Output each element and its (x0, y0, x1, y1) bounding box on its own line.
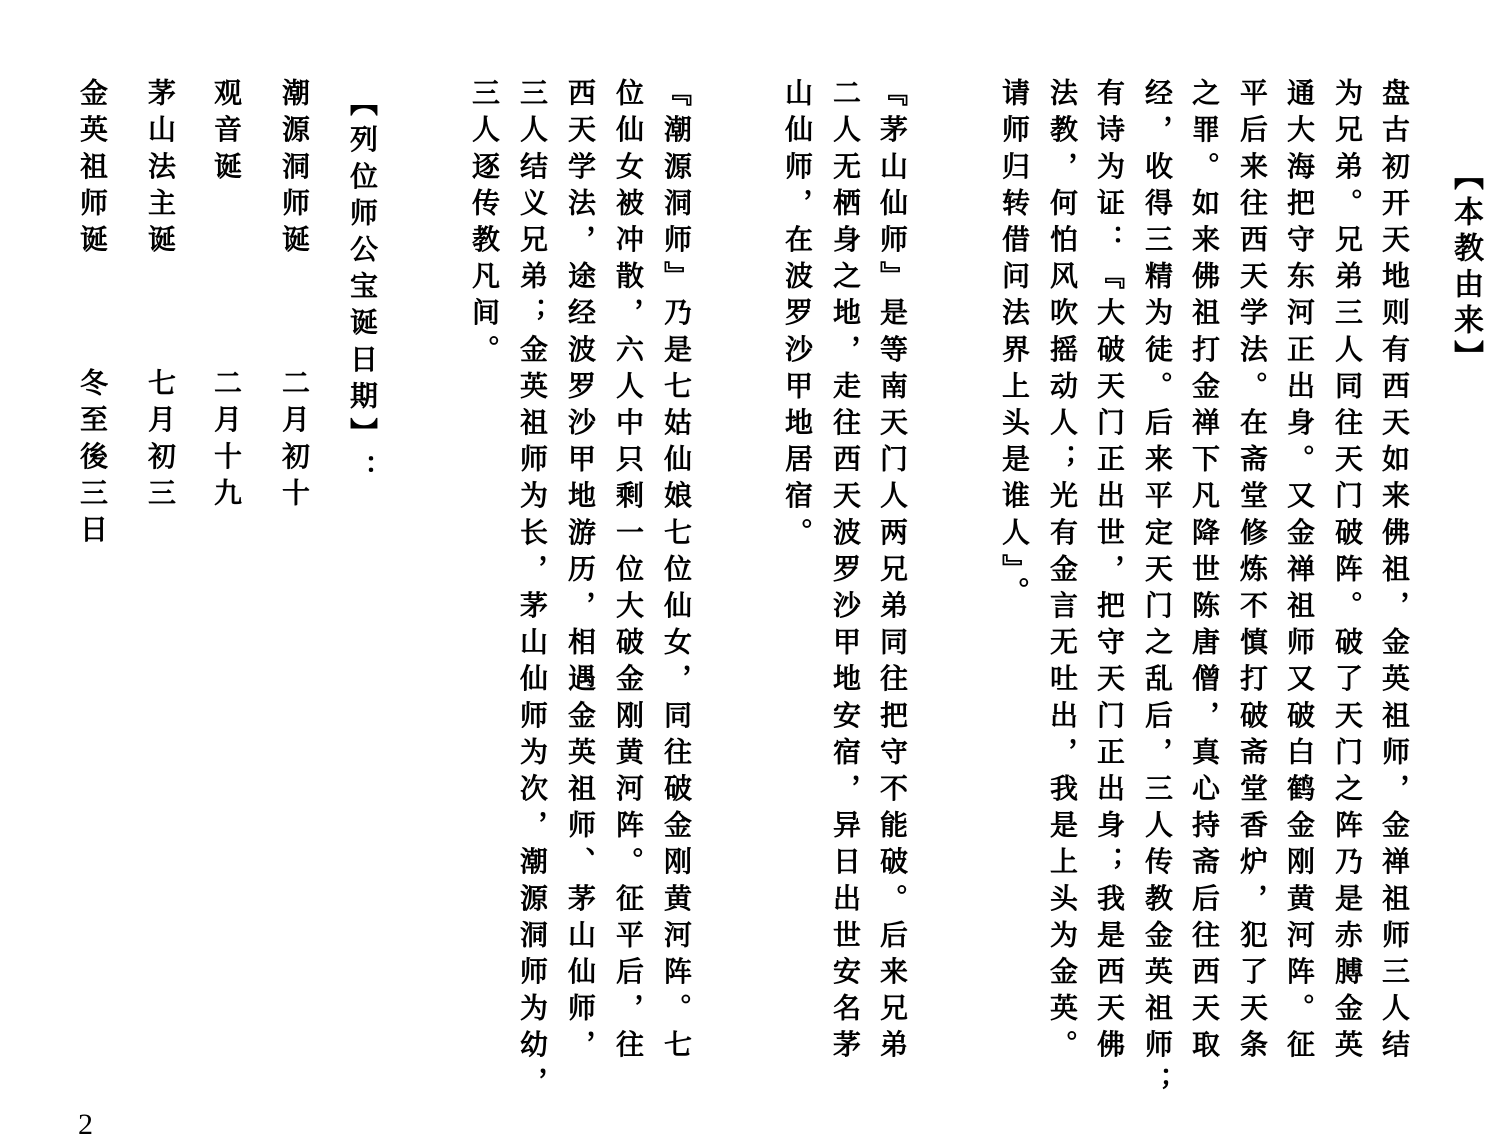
text-column: 位仙女被冲散，六人中只剩一位大破金刚黄河阵。征平后，往 (612, 78, 645, 1067)
birthday-date: 七月初三 (144, 368, 177, 515)
section-title: 【本教由来】 (1448, 160, 1483, 376)
text-column: 有诗为证：『大破天门正出世，把守天门正出身；我是西天佛 (1093, 78, 1126, 1067)
text-column: 通大海把守东河正出身。又金禅祖师又破白鹤金刚黄河阵。征 (1283, 78, 1316, 1067)
birthday-date: 二月初十 (278, 368, 311, 515)
birthday-name: 潮源洞师诞 (278, 78, 311, 261)
birthday-date: 冬至後三日 (76, 368, 109, 551)
birthday-heading: 【列位师公宝诞日期】： (346, 88, 379, 491)
text-column: 二人无栖身之地，走往西天波罗沙甲地安宿，异日出世安名茅 (829, 78, 862, 1067)
text-column: 山仙师，在波罗沙甲地居宿。 (781, 78, 814, 554)
birthday-name: 金英祖师诞 (76, 78, 109, 261)
text-column: 之罪。如来佛祖打金禅下凡降世陈唐僧，真心持斋后往西天取 (1188, 78, 1221, 1067)
text-column: 盘古初开天地则有西天如来佛祖，金英祖师，金禅祖师三人结 (1378, 78, 1411, 1067)
text-column: 三人结义兄弟；金英祖师为长，茅山仙师为次，潮源洞师为幼， (516, 78, 549, 1103)
text-column: 法教，何怕风吹摇动人；光有金言无吐出，我是上头为金英。 (1046, 78, 1079, 1067)
text-column: 为兄弟。兄弟三人同往天门破阵。破了天门之阵乃是赤膊金英 (1331, 78, 1364, 1067)
page-number: 2 (78, 1108, 93, 1141)
text-column: 西天学法，途经波罗沙甲地游历，相遇金英祖师、茅山仙师， (564, 78, 597, 1067)
text-column: 『茅山仙师』是等南天门人两兄弟同往把守不能破。后来兄弟 (876, 78, 909, 1067)
text-column: 经，收得三精为徒。后来平定天门之乱后，三人传教金英祖师； (1141, 78, 1174, 1103)
birthday-name: 观音诞 (210, 78, 243, 188)
text-column: 请师归转借问法界上头是谁人』。 (998, 78, 1031, 613)
birthday-name: 茅山法主诞 (144, 78, 177, 261)
text-column: 平后来往西天学法。在斋堂修炼不慎打破斋堂香炉，犯了天条 (1236, 78, 1269, 1067)
text-column: 『潮源洞师』乃是七姑仙娘七位仙女，同往破金刚黄河阵。七 (660, 78, 693, 1067)
birthday-date: 二月十九 (210, 368, 243, 515)
text-column: 三人逐传教凡间。 (468, 78, 501, 371)
